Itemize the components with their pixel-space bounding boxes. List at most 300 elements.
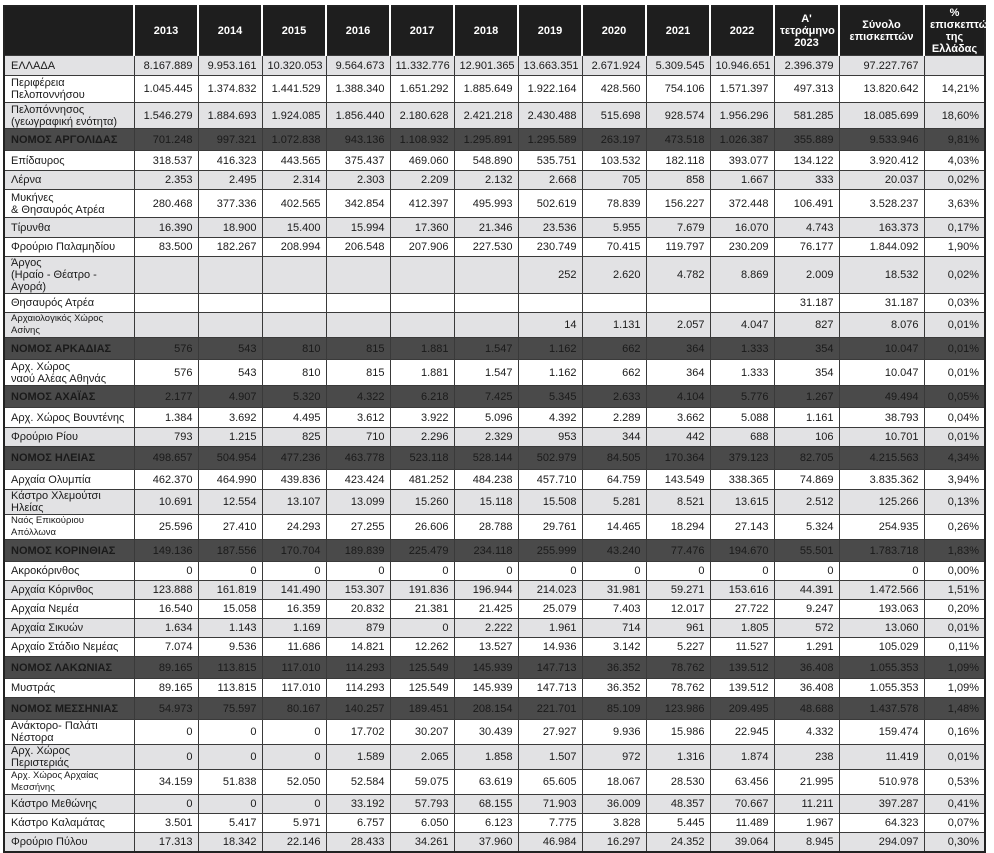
value-cell: 4.907: [198, 386, 262, 408]
prefecture-row: [4, 338, 985, 360]
value-cell: [326, 313, 390, 338]
value-cell: 9.936: [582, 720, 646, 745]
value-cell: 484.238: [454, 470, 518, 490]
value-cell: 221.701: [518, 698, 582, 720]
value-cell: 20.832: [326, 600, 390, 619]
value-cell: 2.329: [454, 428, 518, 447]
value-cell: [390, 294, 454, 313]
value-cell: 9.564.673: [326, 56, 390, 76]
value-cell: 149.136: [134, 540, 198, 562]
header-year: [454, 6, 518, 56]
header-year: [518, 6, 582, 56]
value-cell: 123.888: [134, 581, 198, 600]
value-cell: 0: [134, 745, 198, 770]
value-cell: 153.616: [710, 581, 774, 600]
row-label: [4, 313, 134, 338]
total-cell: 294.097: [839, 833, 924, 852]
value-cell: 117.010: [262, 657, 326, 679]
value-cell: 858: [646, 171, 710, 190]
value-cell: 113.815: [198, 679, 262, 698]
value-cell: 145.939: [454, 657, 518, 679]
table-row: [4, 76, 985, 103]
prefecture-row: [4, 129, 985, 151]
header-corner: [4, 6, 134, 56]
table-row: [4, 151, 985, 171]
value-cell: 17.702: [326, 720, 390, 745]
value-cell: 11.686: [262, 638, 326, 657]
table-row: [4, 408, 985, 428]
value-cell: 119.797: [646, 238, 710, 257]
value-cell: [134, 313, 198, 338]
value-cell: 46.984: [518, 833, 582, 852]
row-label-line: ΝΟΜΟΣ ΚΟΡΙΝΘΙΑΣ: [11, 544, 116, 557]
value-cell: 662: [582, 338, 646, 360]
value-cell: 14.465: [582, 515, 646, 540]
value-cell: 5.776: [710, 386, 774, 408]
value-cell: 5.281: [582, 490, 646, 515]
value-cell: 28.433: [326, 833, 390, 852]
value-cell: 827: [774, 313, 839, 338]
value-cell: 11.211: [774, 795, 839, 814]
value-cell: 70.415: [582, 238, 646, 257]
row-label: [4, 795, 134, 814]
value-cell: 9.953.161: [198, 56, 262, 76]
value-cell: 0: [134, 720, 198, 745]
value-cell: 4.392: [518, 408, 582, 428]
value-cell: 10.691: [134, 490, 198, 515]
value-cell: 15.994: [326, 218, 390, 238]
value-cell: 338.365: [710, 470, 774, 490]
value-cell: 1.924.085: [262, 103, 326, 129]
percent-cell: 18,60%: [924, 103, 985, 129]
value-cell: 879: [326, 619, 390, 638]
value-cell: 344: [582, 428, 646, 447]
value-cell: 13.615: [710, 490, 774, 515]
value-cell: 189.839: [326, 540, 390, 562]
percent-cell: 3,63%: [924, 190, 985, 218]
value-cell: 477.236: [262, 447, 326, 470]
value-cell: [198, 257, 262, 294]
value-cell: 147.713: [518, 679, 582, 698]
total-cell: 97.227.767: [839, 56, 924, 76]
value-cell: 581.285: [774, 103, 839, 129]
row-label-line: ΝΟΜΟΣ ΑΡΚΑΔΙΑΣ: [11, 342, 112, 355]
value-cell: 22.146: [262, 833, 326, 852]
row-label-line: Φρούριο Ρίου: [11, 431, 78, 443]
row-label: [4, 657, 134, 679]
value-cell: 15.400: [262, 218, 326, 238]
value-cell: 1.881: [390, 360, 454, 386]
header-year-line: 2016: [345, 25, 371, 37]
value-cell: 5.417: [198, 814, 262, 833]
table-row: [4, 103, 985, 129]
percent-cell: 0,17%: [924, 218, 985, 238]
percent-cell: 1,09%: [924, 657, 985, 679]
table-row: [4, 428, 985, 447]
value-cell: 14.936: [518, 638, 582, 657]
value-cell: 2.009: [774, 257, 839, 294]
percent-cell: 4,03%: [924, 151, 985, 171]
table-row: [4, 360, 985, 386]
value-cell: 953: [518, 428, 582, 447]
value-cell: 2.289: [582, 408, 646, 428]
row-label: [4, 833, 134, 852]
value-cell: 113.815: [198, 657, 262, 679]
value-cell: 2.353: [134, 171, 198, 190]
percent-cell: 14,21%: [924, 76, 985, 103]
row-label-line: Αρχαία Ολυμπία: [11, 473, 91, 486]
percent-cell: 0,41%: [924, 795, 985, 814]
value-cell: 4.495: [262, 408, 326, 428]
value-cell: 543: [198, 360, 262, 386]
header-total-line: επισκεπτών: [849, 31, 914, 43]
value-cell: 1.874: [710, 745, 774, 770]
total-cell: 11.419: [839, 745, 924, 770]
value-cell: 55.501: [774, 540, 839, 562]
value-cell: 355.889: [774, 129, 839, 151]
header-year-line: 2015: [281, 25, 307, 37]
prefecture-row: [4, 447, 985, 470]
value-cell: 502.619: [518, 190, 582, 218]
value-cell: 23.536: [518, 218, 582, 238]
row-label-line: Μυστράς: [11, 682, 56, 694]
row-label: [4, 257, 134, 294]
row-label-line: Άργος: [11, 257, 42, 269]
value-cell: 5.320: [262, 386, 326, 408]
value-cell: 2.671.924: [582, 56, 646, 76]
row-label-line: (Ηραίο - Θέατρο - Αγορά): [11, 269, 97, 293]
value-cell: 5.971: [262, 814, 326, 833]
value-cell: [326, 257, 390, 294]
value-cell: 0: [646, 562, 710, 581]
header-total-line: Σύνολο: [862, 19, 901, 31]
percent-cell: 0,00%: [924, 562, 985, 581]
value-cell: 4.332: [774, 720, 839, 745]
table-row: [4, 679, 985, 698]
value-cell: 498.657: [134, 447, 198, 470]
value-cell: 354: [774, 338, 839, 360]
percent-cell: 0,05%: [924, 386, 985, 408]
prefecture-row: [4, 698, 985, 720]
prefecture-row: [4, 386, 985, 408]
value-cell: 5.309.545: [646, 56, 710, 76]
value-cell: 83.500: [134, 238, 198, 257]
value-cell: 1.162: [518, 338, 582, 360]
value-cell: 10.946.651: [710, 56, 774, 76]
value-cell: 24.293: [262, 515, 326, 540]
value-cell: 78.762: [646, 657, 710, 679]
percent-cell: 0,53%: [924, 770, 985, 795]
value-cell: 2.303: [326, 171, 390, 190]
value-cell: 1.162: [518, 360, 582, 386]
row-label: [4, 470, 134, 490]
value-cell: 6.050: [390, 814, 454, 833]
percent-cell: 0,16%: [924, 720, 985, 745]
total-cell: 3.920.412: [839, 151, 924, 171]
value-cell: 1.295.589: [518, 129, 582, 151]
value-cell: 2.132: [454, 171, 518, 190]
row-label-line: Αρχαία Νεμέα: [11, 603, 79, 615]
total-cell: 9.533.946: [839, 129, 924, 151]
value-cell: [518, 294, 582, 313]
row-label: [4, 540, 134, 562]
value-cell: 238: [774, 745, 839, 770]
value-cell: 5.955: [582, 218, 646, 238]
value-cell: 528.144: [454, 447, 518, 470]
value-cell: 5.324: [774, 515, 839, 540]
row-label: [4, 698, 134, 720]
value-cell: 462.370: [134, 470, 198, 490]
value-cell: 22.945: [710, 720, 774, 745]
value-cell: 2.314: [262, 171, 326, 190]
value-cell: 63.456: [710, 770, 774, 795]
row-label-line: Αρχ. Χώρος: [11, 360, 71, 373]
value-cell: 255.999: [518, 540, 582, 562]
value-cell: 1.161: [774, 408, 839, 428]
value-cell: 4.047: [710, 313, 774, 338]
percent-cell: 0,02%: [924, 257, 985, 294]
value-cell: 8.945: [774, 833, 839, 852]
value-cell: 39.064: [710, 833, 774, 852]
value-cell: 21.381: [390, 600, 454, 619]
value-cell: 194.670: [710, 540, 774, 562]
header-year: [134, 6, 198, 56]
value-cell: 252: [518, 257, 582, 294]
row-label-line: Λέρνα: [11, 174, 42, 186]
value-cell: 1.441.529: [262, 76, 326, 103]
total-cell: 1.783.718: [839, 540, 924, 562]
value-cell: 140.257: [326, 698, 390, 720]
percent-cell: 1,09%: [924, 679, 985, 698]
row-label: [4, 720, 134, 745]
table-row: [4, 638, 985, 657]
row-label: [4, 56, 134, 76]
value-cell: 543: [198, 338, 262, 360]
value-cell: 31.981: [582, 581, 646, 600]
total-cell: 163.373: [839, 218, 924, 238]
value-cell: 170.364: [646, 447, 710, 470]
value-cell: 14.821: [326, 638, 390, 657]
row-label-line: Αρχαιολογικός Χώρος Ασίνης: [11, 313, 104, 336]
row-label: [4, 745, 134, 770]
total-cell: 397.287: [839, 795, 924, 814]
percent-cell: 0,20%: [924, 600, 985, 619]
value-cell: 412.397: [390, 190, 454, 218]
value-cell: 504.954: [198, 447, 262, 470]
value-cell: 1.858: [454, 745, 518, 770]
value-cell: 9.536: [198, 638, 262, 657]
percent-cell: 4,34%: [924, 447, 985, 470]
value-cell: 143.549: [646, 470, 710, 490]
table-row: [4, 795, 985, 814]
table-row: [4, 218, 985, 238]
row-label: [4, 638, 134, 657]
value-cell: 12.554: [198, 490, 262, 515]
value-cell: 13.099: [326, 490, 390, 515]
value-cell: 1.291: [774, 638, 839, 657]
value-cell: [454, 313, 518, 338]
total-cell: 13.060: [839, 619, 924, 638]
row-label: [4, 76, 134, 103]
value-cell: 1.267: [774, 386, 839, 408]
value-cell: 318.537: [134, 151, 198, 171]
row-label-line: Περιφέρεια: [11, 77, 65, 89]
value-cell: 263.197: [582, 129, 646, 151]
value-cell: 1.072.838: [262, 129, 326, 151]
value-cell: [198, 294, 262, 313]
header-year-line: 2014: [217, 25, 243, 37]
value-cell: 65.605: [518, 770, 582, 795]
value-cell: [454, 257, 518, 294]
row-label-line: ΕΛΛΑΔΑ: [11, 59, 56, 72]
value-cell: 13.107: [262, 490, 326, 515]
percent-cell: 3,94%: [924, 470, 985, 490]
value-cell: 139.512: [710, 657, 774, 679]
value-cell: 44.391: [774, 581, 839, 600]
percent-cell: 9,81%: [924, 129, 985, 151]
value-cell: 0: [262, 720, 326, 745]
row-label: [4, 190, 134, 218]
value-cell: 37.960: [454, 833, 518, 852]
value-cell: 2.296: [390, 428, 454, 447]
row-label: [4, 770, 134, 795]
header-year-line: 2013: [153, 25, 179, 37]
value-cell: 576: [134, 360, 198, 386]
value-cell: 12.262: [390, 638, 454, 657]
value-cell: 52.584: [326, 770, 390, 795]
value-cell: 714: [582, 619, 646, 638]
total-cell: 8.076: [839, 313, 924, 338]
value-cell: 1.333: [710, 338, 774, 360]
value-cell: 1.589: [326, 745, 390, 770]
value-cell: 469.060: [390, 151, 454, 171]
value-cell: 76.177: [774, 238, 839, 257]
percent-cell: 0,03%: [924, 294, 985, 313]
header-year: [262, 6, 326, 56]
value-cell: 1.384: [134, 408, 198, 428]
value-cell: 1.295.891: [454, 129, 518, 151]
percent-cell: 0,07%: [924, 814, 985, 833]
value-cell: 3.501: [134, 814, 198, 833]
value-cell: 59.271: [646, 581, 710, 600]
value-cell: 972: [582, 745, 646, 770]
value-cell: 1.884.693: [198, 103, 262, 129]
header-year: [326, 6, 390, 56]
header-year-line: 2018: [473, 25, 499, 37]
value-cell: 1.856.440: [326, 103, 390, 129]
value-cell: 4.743: [774, 218, 839, 238]
value-cell: 8.869: [710, 257, 774, 294]
value-cell: 2.209: [390, 171, 454, 190]
row-label-line: ναού Αλέας Αθηνάς: [11, 372, 107, 385]
value-cell: 1.667: [710, 171, 774, 190]
value-cell: 961: [646, 619, 710, 638]
value-cell: [582, 294, 646, 313]
value-cell: [710, 294, 774, 313]
total-cell: 1.055.353: [839, 679, 924, 698]
table-row: [4, 745, 985, 770]
table-row: [4, 490, 985, 515]
row-label-line: Φρούριο Παλαμηδίου: [11, 241, 116, 253]
value-cell: 28.530: [646, 770, 710, 795]
header-percent: [924, 6, 994, 56]
total-cell: 38.793: [839, 408, 924, 428]
value-cell: 423.424: [326, 470, 390, 490]
value-cell: 4.782: [646, 257, 710, 294]
value-cell: 0: [262, 562, 326, 581]
row-label-line: Θησαυρός Ατρέα: [11, 297, 95, 309]
value-cell: 33.192: [326, 795, 390, 814]
value-cell: 64.759: [582, 470, 646, 490]
value-cell: 75.597: [198, 698, 262, 720]
value-cell: 30.439: [454, 720, 518, 745]
value-cell: 2.065: [390, 745, 454, 770]
value-cell: 161.819: [198, 581, 262, 600]
value-cell: 0: [134, 562, 198, 581]
value-cell: 74.869: [774, 470, 839, 490]
header-year-line: 2020: [601, 25, 627, 37]
total-cell: 159.474: [839, 720, 924, 745]
total-cell: 18.532: [839, 257, 924, 294]
prefecture-row: [4, 540, 985, 562]
row-label: [4, 515, 134, 540]
value-cell: [262, 257, 326, 294]
value-cell: 156.227: [646, 190, 710, 218]
value-cell: 11.527: [710, 638, 774, 657]
value-cell: 7.074: [134, 638, 198, 657]
row-label-line: Ανάκτορο- Παλάτι Νέστορα: [11, 720, 98, 744]
value-cell: 103.532: [582, 151, 646, 171]
total-cell: 1.844.092: [839, 238, 924, 257]
value-cell: 9.247: [774, 600, 839, 619]
value-cell: 0: [454, 562, 518, 581]
value-cell: 16.070: [710, 218, 774, 238]
value-cell: 206.548: [326, 238, 390, 257]
table-row: [4, 294, 985, 313]
value-cell: 0: [390, 619, 454, 638]
row-label: [4, 428, 134, 447]
value-cell: 209.495: [710, 698, 774, 720]
value-cell: 0: [390, 562, 454, 581]
value-cell: 16.297: [582, 833, 646, 852]
value-cell: 5.096: [454, 408, 518, 428]
header-percent-line: της Ελλάδας: [931, 31, 978, 55]
value-cell: 234.118: [454, 540, 518, 562]
value-cell: 1.922.164: [518, 76, 582, 103]
value-cell: 2.222: [454, 619, 518, 638]
value-cell: 31.187: [774, 294, 839, 313]
total-cell: 3.528.237: [839, 190, 924, 218]
value-cell: 0: [134, 795, 198, 814]
value-cell: 1.374.832: [198, 76, 262, 103]
row-label-line: ΝΟΜΟΣ ΗΛΕΙΑΣ: [11, 452, 96, 464]
header-quarter-line: 2023: [794, 37, 819, 49]
value-cell: 114.293: [326, 679, 390, 698]
value-cell: 11.489: [710, 814, 774, 833]
value-cell: 71.903: [518, 795, 582, 814]
row-label-line: ΝΟΜΟΣ ΛΑΚΩΝΙΑΣ: [11, 661, 113, 674]
value-cell: 1.333: [710, 360, 774, 386]
row-label: [4, 562, 134, 581]
value-cell: 134.122: [774, 151, 839, 171]
percent-cell: 1,48%: [924, 698, 985, 720]
value-cell: 0: [774, 562, 839, 581]
row-label-line: Πελοποννήσου: [11, 89, 85, 101]
value-cell: 662: [582, 360, 646, 386]
value-cell: 810: [262, 338, 326, 360]
value-cell: 123.986: [646, 698, 710, 720]
percent-cell: 0,30%: [924, 833, 985, 852]
